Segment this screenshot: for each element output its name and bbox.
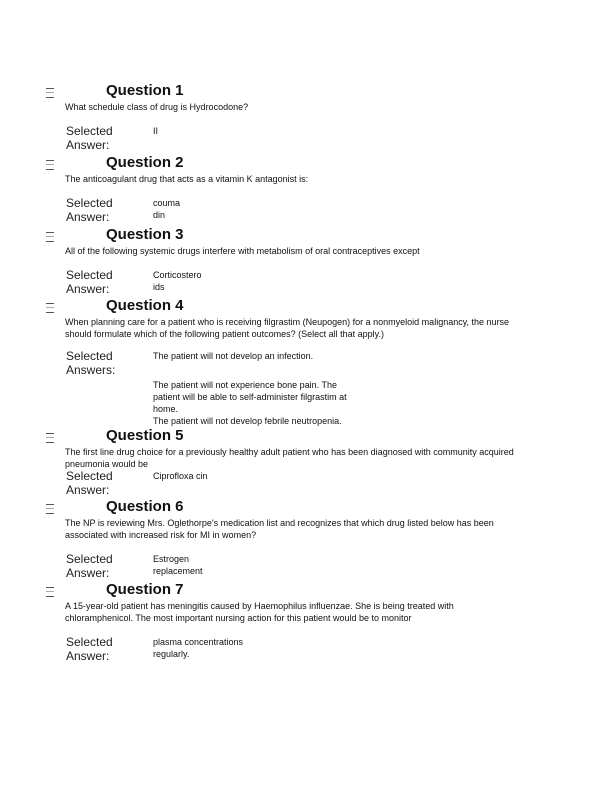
question-title: Question 4 [106, 297, 184, 314]
question-text: When planning care for a patient who is receiving filgrastim (Neupogen) for a nonmyeloid malignancy, the nurse should formulate which of the following patient outcomes? (Select all that apply.) [65, 317, 510, 339]
collapse-icon[interactable] [46, 232, 54, 242]
selected-answer-label: Selected Answer: [66, 124, 113, 152]
selected-answer: II [153, 126, 159, 136]
collapse-icon[interactable] [46, 433, 54, 443]
selected-answer: The patient will not develop febrile neutropenia. [153, 416, 342, 426]
collapse-icon[interactable] [46, 160, 54, 170]
question-title: Question 3 [106, 226, 184, 243]
question-text: A 15-year-old patient has meningitis caused by Haemophilus influenzae. She is being treated with chloramphenicol. The most important nursing action for this patient would be to monitor [65, 601, 454, 623]
selected-answer-label: Selected Answer: [66, 196, 113, 224]
selected-answer: plasma concentrations regularly. [153, 637, 244, 659]
question-title: Question 6 [106, 498, 184, 515]
collapse-icon[interactable] [46, 88, 54, 98]
selected-answer-label: Selected Answer: [66, 469, 113, 497]
question-title: Question 5 [106, 427, 184, 444]
selected-answer: Ciprofloxa cin [153, 471, 208, 481]
selected-answer: Corticostero ids [153, 270, 202, 292]
question-title: Question 2 [106, 154, 184, 171]
question-text: What schedule class of drug is Hydrocodone? [65, 102, 249, 112]
question-title: Question 7 [106, 581, 184, 598]
selected-answer: couma din [153, 198, 181, 220]
selected-answer-label: Selected Answer: [66, 635, 113, 663]
selected-answer-label: Selected Answer: [66, 552, 113, 580]
selected-answer-label: Selected Answer: [66, 268, 113, 296]
question-text: The first line drug choice for a previously healthy adult patient who has been diagnosed with community acquired pneumonia would be [65, 447, 514, 469]
collapse-icon[interactable] [46, 303, 54, 313]
question-text: All of the following systemic drugs interfere with metabolism of oral contraceptives except [65, 246, 420, 256]
selected-answer: The patient will not experience bone pain. The patient will be able to self-administer filgrastim at home. [153, 380, 347, 414]
question-title: Question 1 [106, 82, 184, 99]
selected-answer: The patient will not develop an infection. [153, 351, 314, 361]
question-text: The NP is reviewing Mrs. Oglethorpe's medication list and recognizes that which drug listed below has been associated with increased risk for MI in women? [65, 518, 494, 540]
selected-answers-label: Selected Answers: [66, 349, 116, 377]
selected-answer: Estrogen replacement [153, 554, 203, 576]
collapse-icon[interactable] [46, 587, 54, 597]
collapse-icon[interactable] [46, 504, 54, 514]
question-text: The anticoagulant drug that acts as a vitamin K antagonist is: [65, 174, 309, 184]
